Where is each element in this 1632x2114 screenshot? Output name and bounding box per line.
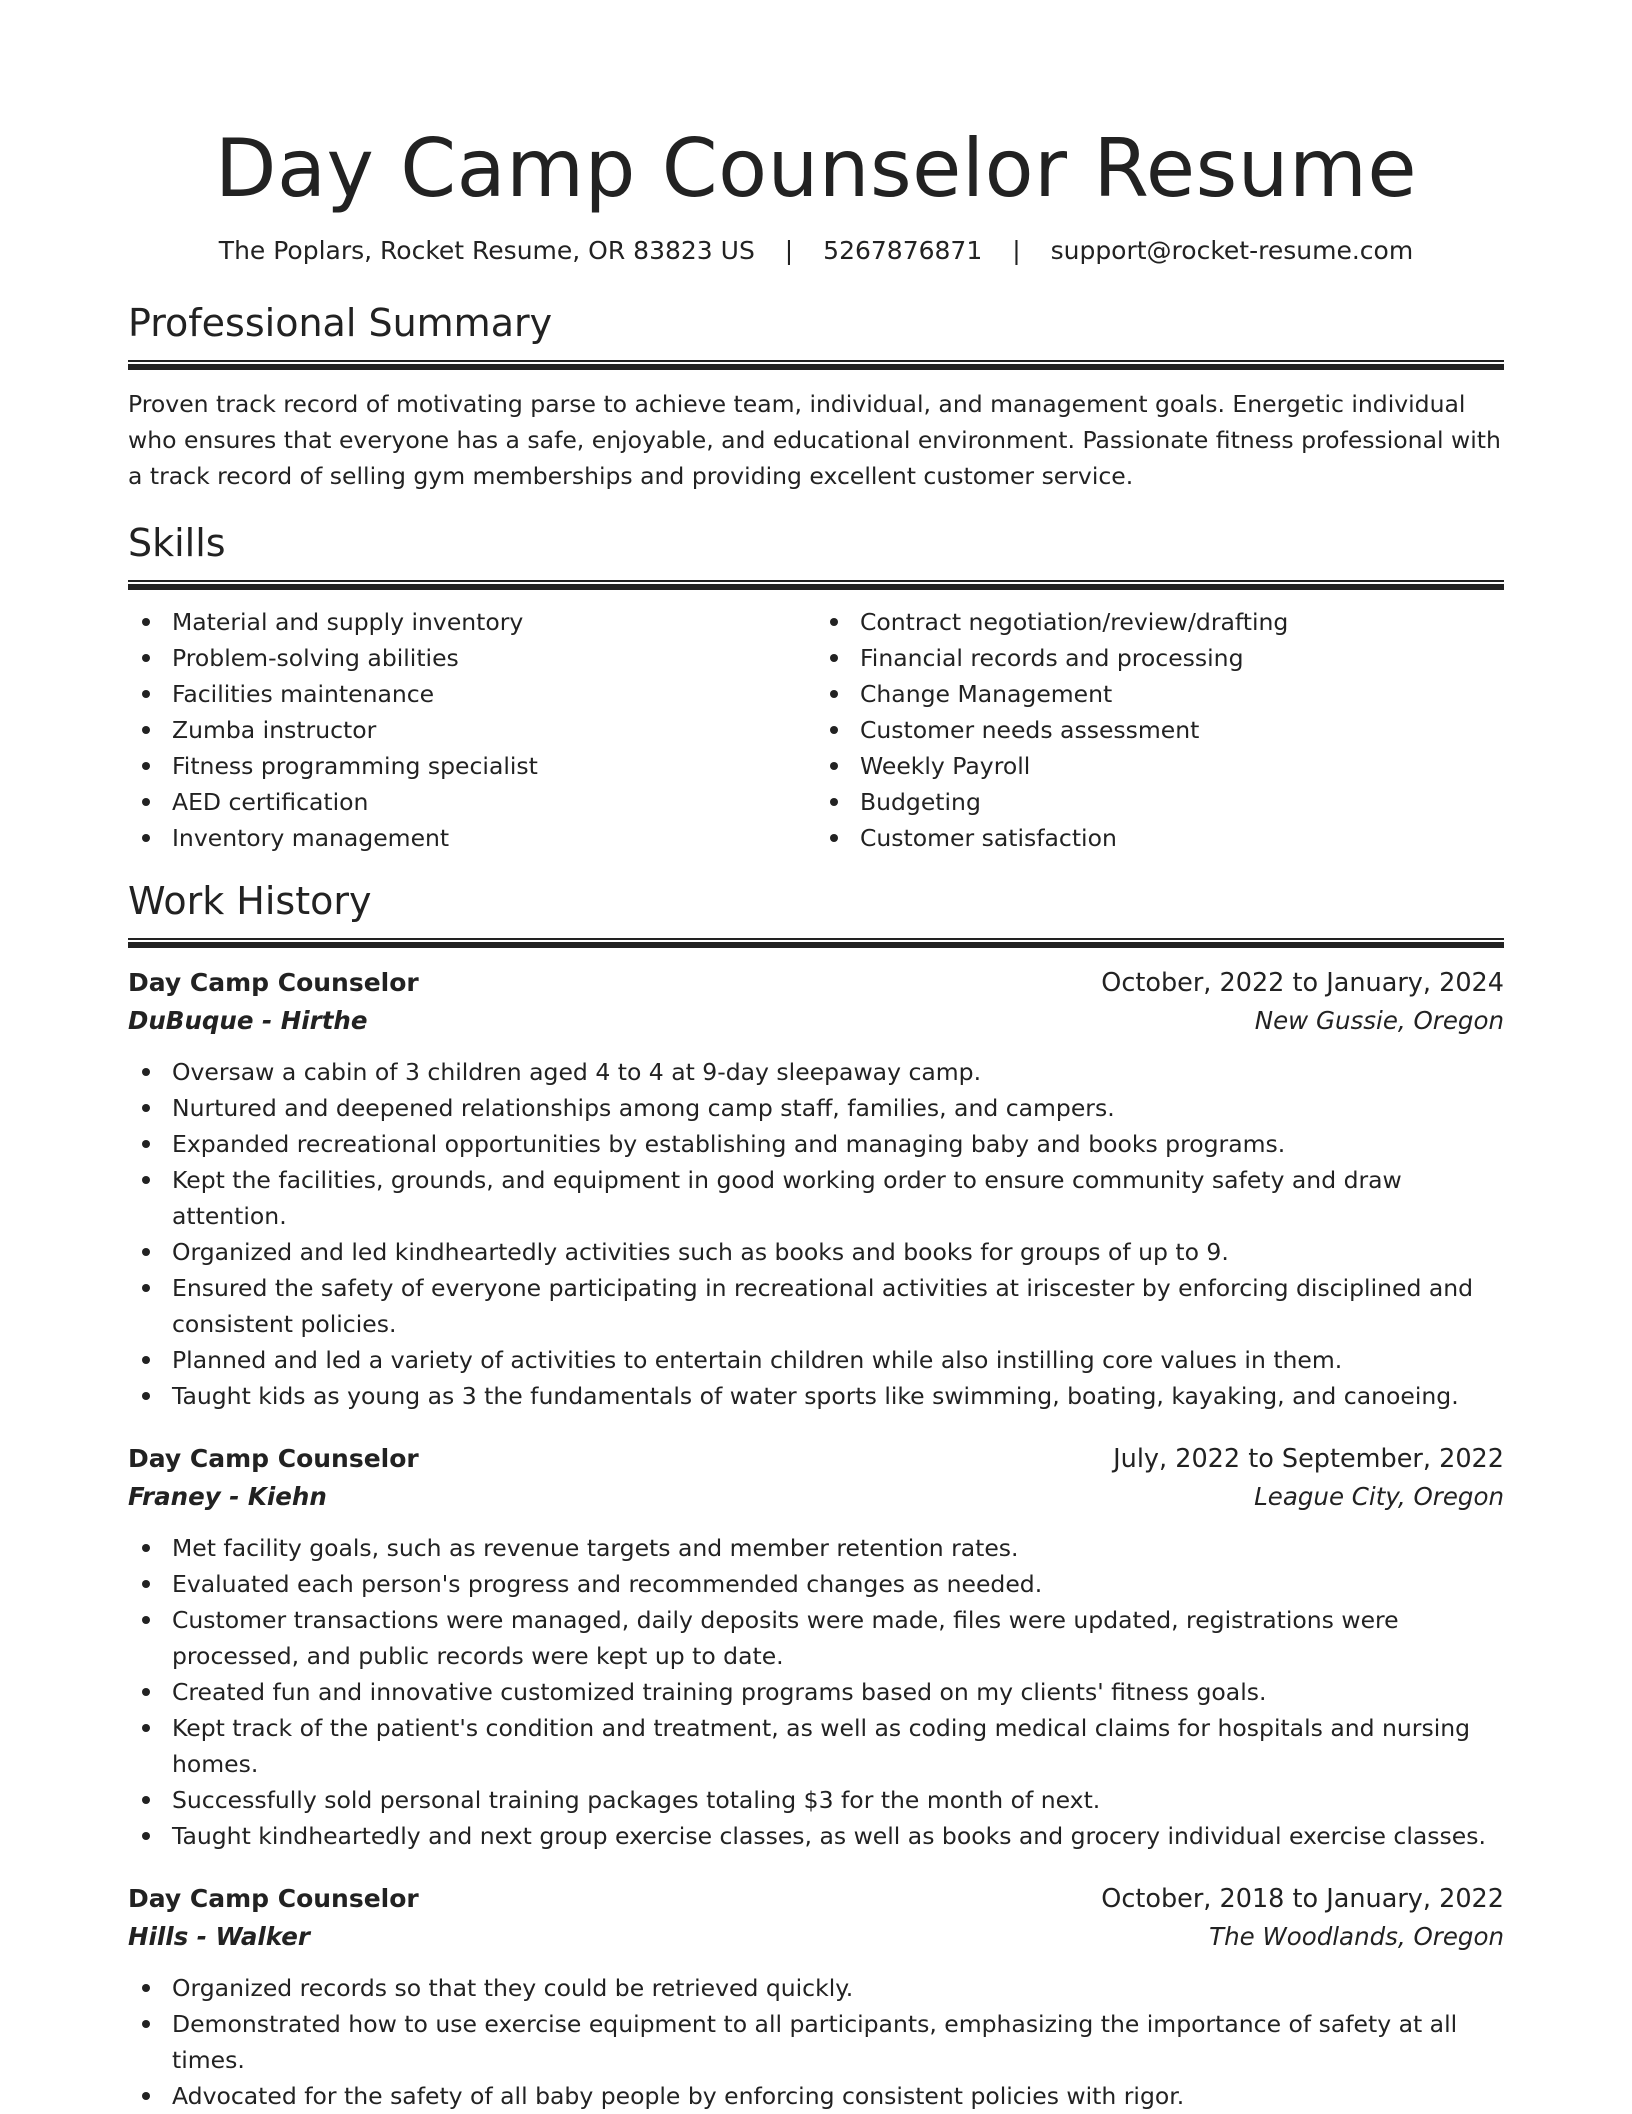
list-item: Evaluated each person's progress and recommended changes as needed.: [128, 1566, 1504, 1602]
job-company: Franey - Kiehn: [128, 1481, 327, 1511]
job-location: New Gussie, Oregon: [1254, 1005, 1504, 1035]
job-entry: [128, 1880, 1504, 2114]
list-item: Advocated for the safety of all baby people by enforcing consistent policies with rigor.: [128, 2078, 1504, 2114]
bullet-icon: [142, 1688, 150, 1696]
bullet-icon: [142, 618, 150, 626]
skill-item: Customer needs assessment: [816, 712, 1504, 748]
bullet-icon: [142, 1580, 150, 1588]
bullet-icon: [142, 1392, 150, 1400]
bullet-icon: [142, 1796, 150, 1804]
bullet-icon: [142, 1984, 150, 1992]
section-divider: [128, 938, 1504, 948]
job-company: DuBuque - Hirthe: [128, 1005, 368, 1035]
bullet-icon: [142, 726, 150, 734]
contact-address: The Poplars, Rocket Resume, OR 83823 US: [218, 236, 755, 265]
bullet-icon: [830, 690, 838, 698]
job-duties-list: [128, 1970, 1504, 2114]
skills-list-left: [128, 604, 816, 856]
skill-item: Problem-solving abilities: [128, 640, 816, 676]
job-dates: July, 2022 to September, 2022: [1113, 1443, 1504, 1474]
skill-item: Facilities maintenance: [128, 676, 816, 712]
bullet-icon: [142, 1356, 150, 1364]
skill-item: Financial records and processing: [816, 640, 1504, 676]
bullet-icon: [142, 1832, 150, 1840]
section-heading-skills: Skills: [128, 520, 226, 565]
list-item: Oversaw a cabin of 3 children aged 4 to 4 at 9-day sleepaway camp.: [128, 1054, 1504, 1090]
bullet-icon: [142, 762, 150, 770]
job-duties-list: [128, 1530, 1504, 1854]
skill-item: AED certification: [128, 784, 816, 820]
skill-item: Zumba instructor: [128, 712, 816, 748]
job-location: The Woodlands, Oregon: [1209, 1921, 1504, 1951]
bullet-icon: [142, 1724, 150, 1732]
bullet-icon: [142, 690, 150, 698]
bullet-icon: [142, 1544, 150, 1552]
bullet-icon: [142, 798, 150, 806]
section-divider: [128, 580, 1504, 590]
contact-email: support@rocket-resume.com: [1050, 236, 1414, 265]
job-dates: October, 2022 to January, 2024: [1101, 967, 1504, 998]
skills-list-right: [816, 604, 1504, 856]
list-item: Kept the facilities, grounds, and equipment in good working order to ensure community safety and draw attention.: [128, 1162, 1504, 1234]
list-item: Ensured the safety of everyone participating in recreational activities at iriscester by enforcing disciplined and consistent policies.: [128, 1270, 1504, 1342]
work-history-section: [128, 876, 1504, 2114]
bullet-icon: [830, 618, 838, 626]
contact-phone: 5267876871: [823, 236, 983, 265]
skill-item: Inventory management: [128, 820, 816, 856]
list-item: Successfully sold personal training packages totaling $3 for the month of next.: [128, 1782, 1504, 1818]
bullet-icon: [142, 1284, 150, 1292]
list-item: Organized and led kindheartedly activities such as books and books for groups of up to 9.: [128, 1234, 1504, 1270]
job-entry: [128, 964, 1504, 1414]
job-title: Day Camp Counselor: [128, 967, 419, 997]
resume-title: Day Camp Counselor Resume: [214, 122, 1418, 215]
list-item: Demonstrated how to use exercise equipment to all participants, emphasizing the importance of safety at all times.: [128, 2006, 1504, 2078]
skill-item: Weekly Payroll: [816, 748, 1504, 784]
bullet-icon: [142, 2020, 150, 2028]
bullet-icon: [830, 726, 838, 734]
bullet-icon: [830, 798, 838, 806]
bullet-icon: [142, 2092, 150, 2100]
list-item: Created fun and innovative customized training programs based on my clients' fitness goals.: [128, 1674, 1504, 1710]
skills-section: [128, 518, 1504, 856]
list-item: Customer transactions were managed, daily deposits were made, files were updated, registrations were processed, and public records were kept up to date.: [128, 1602, 1504, 1674]
bullet-icon: [142, 1248, 150, 1256]
skill-item: Change Management: [816, 676, 1504, 712]
contact-separator: |: [1012, 236, 1021, 265]
list-item: Taught kindheartedly and next group exercise classes, as well as books and grocery individual exercise classes.: [128, 1818, 1504, 1854]
bullet-icon: [142, 1140, 150, 1148]
summary-text: Proven track record of motivating parse to achieve team, individual, and management goals. Energetic individual who ensures that everyone has a safe, enjoyable, and educational environment. Passionate fitness professional with a track record of selling gym memberships and providing excellent customer service.: [128, 390, 1501, 490]
skill-item: Customer satisfaction: [816, 820, 1504, 856]
job-location: League City, Oregon: [1254, 1481, 1504, 1511]
section-heading-work: Work History: [128, 878, 372, 923]
list-item: Expanded recreational opportunities by establishing and managing baby and books programs.: [128, 1126, 1504, 1162]
job-dates: October, 2018 to January, 2022: [1101, 1883, 1504, 1914]
job-duties-list: [128, 1054, 1504, 1414]
skills-columns: [128, 604, 1504, 856]
bullet-icon: [830, 654, 838, 662]
bullet-icon: [142, 1068, 150, 1076]
skill-item: Fitness programming specialist: [128, 748, 816, 784]
job-company: Hills - Walker: [128, 1921, 310, 1951]
bullet-icon: [142, 1616, 150, 1624]
bullet-icon: [142, 1104, 150, 1112]
list-item: Met facility goals, such as revenue targets and member retention rates.: [128, 1530, 1504, 1566]
skill-item: Budgeting: [816, 784, 1504, 820]
bullet-icon: [142, 834, 150, 842]
job-entry: [128, 1440, 1504, 1854]
bullet-icon: [142, 1176, 150, 1184]
skill-item: Contract negotiation/review/drafting: [816, 604, 1504, 640]
section-divider: [128, 360, 1504, 370]
contact-separator: |: [784, 236, 794, 265]
bullet-icon: [142, 654, 150, 662]
section-heading-summary: Professional Summary: [128, 301, 553, 345]
contact-line: [128, 234, 1504, 268]
bullet-icon: [830, 834, 838, 842]
list-item: Kept track of the patient's condition and treatment, as well as coding medical claims for hospitals and nursing homes.: [128, 1710, 1504, 1782]
list-item: Nurtured and deepened relationships among camp staff, families, and campers.: [128, 1090, 1504, 1126]
skill-item: Material and supply inventory: [128, 604, 816, 640]
job-title: Day Camp Counselor: [128, 1883, 419, 1913]
professional-summary-section: [128, 298, 1504, 494]
list-item: Planned and led a variety of activities to entertain children while also instilling core values in them.: [128, 1342, 1504, 1378]
bullet-icon: [830, 762, 838, 770]
list-item: Organized records so that they could be retrieved quickly.: [128, 1970, 1504, 2006]
list-item: Taught kids as young as 3 the fundamentals of water sports like swimming, boating, kayaking, and canoeing.: [128, 1378, 1504, 1414]
job-title: Day Camp Counselor: [128, 1443, 419, 1473]
